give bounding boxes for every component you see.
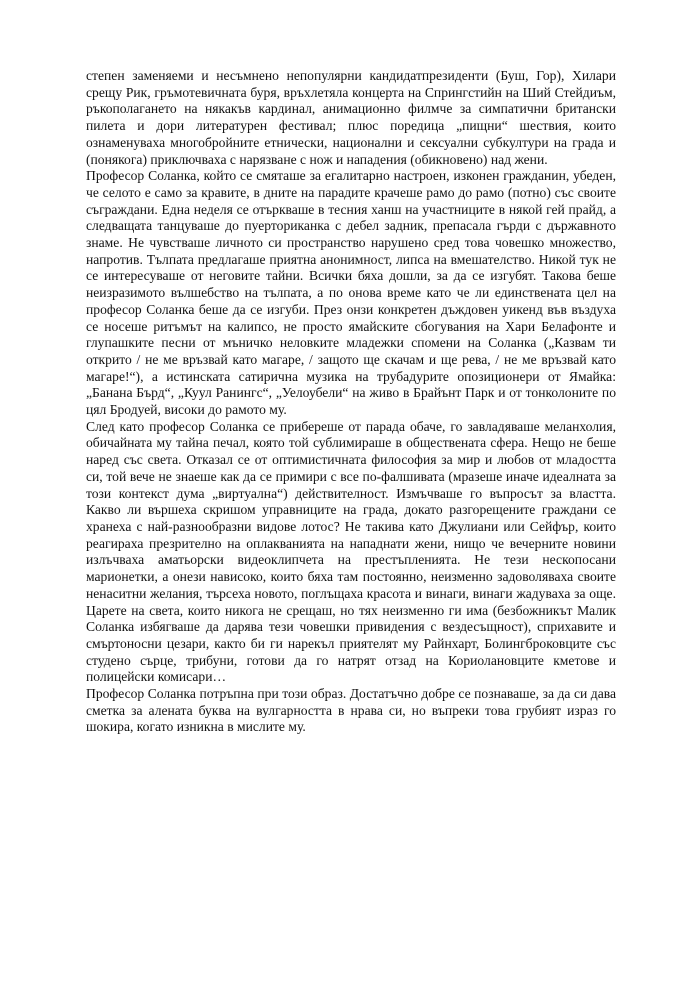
paragraph-2: Професор Соланка, който се смяташе за егалитарно настроен, изконен гражданин, убеден, че селото е само за кравите, в дните на парадите крачеше рамо до рамо (потно) със своите съграждани. Една неделя се отъркваше в тесния ханш на участниците в някой гей прайд, а следващата танцуваше до пуерториканка с дебел задник, препасала гърди с държавното знаме. Не чувстваше личното си пространство нарушено сред това човешко множество, напротив. Тълпата предлагаше приятна анонимност, липса на вмешателство. Никой тук не се интересуваше от неговите тайни. Всички бяха дошли, за да се изгубят. Такова беше неизразимото вълшебство на тълпата, а по онова време като че ли единствената цел на професор Соланка беше да се изгуби. През онзи конкретен дъждовен уикенд във въздуха се носеше ритъмът на калипсо, не просто ямайските сбогувания на Хари Белафонте и глупашките песни от мъничко неловките младежки спомени на Соланка („Казвам ти открито / не ме връзвай като магаре, / защото ще скачам и ще рева, / не ме връзвай като магаре!“), а истинската сатирична музика на трубадурите опозиционери от Ямайка: „Банана Бърд“, „Куул Ранингс“, „Уелоубели“ на живо в Брайънт Парк и от тонколоните по цял Бродуей, високи до рамото му. — [86, 168, 616, 418]
paragraph-4: Професор Соланка потръпна при този образ. Достатъчно добре се познаваше, за да си дава сметка за алената буква на вулгарността в нрава си, но въпреки това грубият израз го шокира, когато изникна в мислите му. — [86, 686, 616, 735]
document-page — [86, 68, 616, 736]
paragraph-1: степен заменяеми и несъмнено непопулярни кандидатпрезиденти (Буш, Гор), Хилари срещу Рик, гръмотевичната буря, връхлетяла концерта на Спрингстийн на Ший Стейдиъм, ръкополагането на някакъв кардинал, анимационно филмче за симпатични британски пилета и дори литературен фестивал; плюс поредица „пищни“ шествия, които ознаменуваха многобройните етнически, национални и сексуални субкултури на града и (понякога) приключваха с нарязване с нож и нападения (обикновено) над жени. — [86, 68, 616, 167]
paragraph-3: След като професор Соланка се прибереше от парада обаче, го завладяваше меланхолия, обичайната му тайна печал, която той сублимираше в обществената сфера. Нещо не беше наред със света. Отказал се от оптимистичната философия за мир и любов от младостта си, той вече не знаеше как да се примири с все по-фалшивата (мразеше иначе идеалната за този контекст дума „виртуална“) действителност. Измъчваше го въпросът за властта. Какво ли вършеха скришом управниците на града, докато разгорещените граждани се хранеха с най-разнообразни видове лотос? Не такива като Джулиани или Сейфър, които реагираха презрително на оплакванията на нападнати жени, нищо че вечерните новини излъчваха аматьорски видеоклипчета на престъпленията. Не тези нескопосани марионетки, а онези нависоко, които бяха там постоянно, неизменно задоволяваха своите ненаситни желания, търсеха новото, поглъщаха красота и винаги, винаги жадуваха за още. Царете на света, които никога не срещаш, но тях неизменно ги има (безбожникът Малик Соланка избягваше да дарява тези човешки привидения с вездесъщност), сприхавите и смъртоносни цезари, както би ги нарекъл приятелят му Райнхарт, Болингброковците със студено сърце, трибуни, готови да го натрят отзад на Кориолановците кметове и полицейски комисари… — [86, 418, 616, 685]
